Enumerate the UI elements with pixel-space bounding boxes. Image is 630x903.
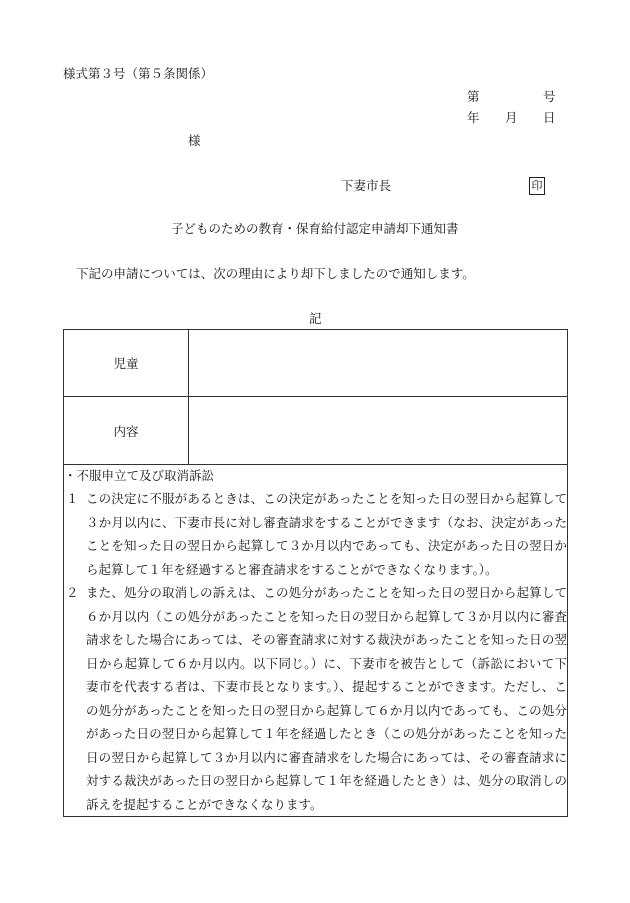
note-item-number: ２ xyxy=(66,585,79,600)
child-label: 児童 xyxy=(64,330,189,397)
content-value xyxy=(189,397,568,465)
note-item-text: また、処分の取消しの訴えは、この処分があったことを知った日の翌日から起算して６か月以内（この処分があったことを知った日の翌日から起算して３か月以内に審査請求をした場合にあっては、その審査請求に対する裁決があったことを知った日の翌日から起算して６か月以内。以下同じ。）に、下妻市を被告として（訴訟において下妻市を代表する者は、下妻市長となります。）、提起することができます。ただし、この処分があったことを知った日の翌日から起算して６か月以内であっても、この処分があった日の翌日から起算して１年を経過したとき（この処分があったことを知った日の翌日から起算して３か月以内に審査請求をした場合にあっては、その審査請求に対する裁決があった日の翌日から起算して１年を経過したとき）は、処分の取消しの訴えを提起することができなくなります。 xyxy=(86,585,567,812)
sender-name: 下妻市長 xyxy=(341,178,392,193)
date-year: 年 xyxy=(467,110,480,125)
form-number: 様式第３号（第５条関係） xyxy=(63,66,214,81)
doc-no-suffix: 号 xyxy=(543,89,556,104)
table-row xyxy=(64,465,568,817)
child-value xyxy=(189,330,568,397)
appeal-notes xyxy=(64,465,568,817)
table-row xyxy=(64,397,568,465)
seal-stamp: 印 xyxy=(529,177,545,195)
note-item-text: この決定に不服があるときは、この決定があったことを知った日の翌日から起算して３か月以内に、下妻市長に対し審査請求をすることができます（なお、決定があったことを知った日の翌日から起算して３か月以内であっても、決定があった日の翌日から起算して１年を経過すると審査請求をすることができなくなります。）。 xyxy=(86,491,567,577)
doc-no-prefix: 第 xyxy=(467,89,480,104)
content-label: 内容 xyxy=(64,397,189,465)
table-row xyxy=(64,330,568,397)
document-title: 子どものための教育・保育給付認定申請却下通知書 xyxy=(171,221,459,236)
notes-heading: ・不服申立て及び取消訴訟 xyxy=(64,468,215,483)
note-item xyxy=(64,581,567,816)
date-month: 月 xyxy=(505,110,518,125)
ki-label: 記 xyxy=(309,311,322,326)
note-item-number: １ xyxy=(66,491,79,506)
notice-table xyxy=(63,329,568,817)
note-item xyxy=(64,487,567,581)
date-day: 日 xyxy=(543,110,556,125)
intro-text: 下記の申請については、次の理由により却下しましたので通知します。 xyxy=(76,266,475,281)
addressee-suffix: 様 xyxy=(188,133,201,148)
